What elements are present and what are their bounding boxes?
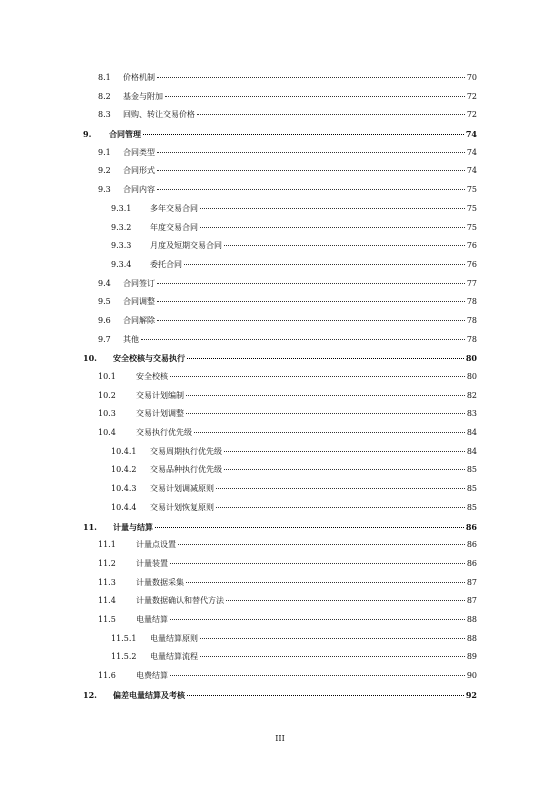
- toc-entry-level-3[interactable]: [83, 499, 477, 518]
- toc-entry-link[interactable]: [123, 106, 477, 125]
- toc-entry-level-2[interactable]: [83, 275, 477, 294]
- toc-entry-level-2[interactable]: [83, 424, 477, 443]
- toc-entry-number: 9.3.2: [111, 222, 132, 232]
- dot-leader: [155, 527, 464, 528]
- toc-entry-number: 9.2: [98, 166, 111, 176]
- toc-entry-page: 75: [466, 185, 477, 195]
- toc-entry-link[interactable]: [136, 387, 477, 406]
- toc-entry-link[interactable]: [136, 592, 477, 611]
- toc-entry-title: 合同类型: [123, 144, 156, 163]
- toc-entry-link[interactable]: [150, 200, 477, 219]
- toc-entry-level-2[interactable]: [83, 611, 477, 630]
- toc-entry-page: 85: [466, 502, 477, 512]
- dot-leader: [170, 563, 465, 564]
- toc-entry-level-1[interactable]: [83, 686, 477, 705]
- toc-entry-title: 价格机制: [123, 69, 156, 88]
- toc-entry-link[interactable]: [136, 405, 477, 424]
- toc-entry-number: 11.1: [98, 540, 116, 550]
- toc-entry-title: 交易计划恢复原则: [150, 499, 215, 518]
- toc-entry-link[interactable]: [150, 480, 477, 499]
- toc-entry-page: 90: [466, 671, 477, 680]
- toc-entry-level-2[interactable]: [83, 592, 477, 611]
- toc-entry-level-2[interactable]: [83, 555, 477, 574]
- toc-entry-title: 电量结算流程: [150, 648, 199, 667]
- toc-entry-number: 10.: [83, 353, 97, 364]
- toc-entry-number: 10.4.4: [111, 502, 137, 512]
- dot-leader: [187, 358, 464, 359]
- toc-entry-title: 多年交易合同: [150, 200, 199, 219]
- toc-entry-title: 合同形式: [123, 162, 156, 181]
- dot-leader: [170, 675, 465, 676]
- toc-entry-link[interactable]: [113, 518, 477, 537]
- toc-entry-number: 10.4.2: [111, 465, 137, 475]
- toc-entry-number: 10.4: [98, 428, 116, 438]
- toc-entry-page: 76: [466, 241, 477, 251]
- toc-entry-page: 78: [466, 315, 477, 325]
- dot-leader: [186, 582, 465, 583]
- toc-entry-title: 合同内容: [123, 181, 156, 200]
- toc-entry-level-3[interactable]: [83, 461, 477, 480]
- dot-leader: [143, 134, 464, 135]
- toc-entry-link[interactable]: [150, 237, 477, 256]
- toc-entry-number: 10.3: [98, 409, 116, 419]
- dot-leader: [197, 114, 465, 115]
- toc-entry-level-3[interactable]: [83, 219, 477, 238]
- toc-entry-page: 74: [465, 129, 477, 140]
- toc-entry-number: 9.3.3: [111, 241, 132, 251]
- table-of-contents: [83, 69, 477, 704]
- toc-entry-link[interactable]: [150, 256, 477, 275]
- toc-entry-title: 电费结算: [136, 667, 169, 686]
- toc-entry-page: 87: [466, 596, 477, 606]
- toc-entry-title: 其他: [123, 331, 140, 350]
- toc-entry-title: 合同解除: [123, 312, 156, 331]
- toc-entry-level-2[interactable]: [83, 144, 477, 163]
- toc-entry-number: 9.3.4: [111, 259, 132, 269]
- dot-leader: [186, 413, 465, 414]
- dot-leader: [224, 469, 465, 470]
- toc-entry-level-2[interactable]: [83, 106, 477, 125]
- page-number-footer: III: [275, 734, 285, 743]
- toc-entry-link[interactable]: [150, 461, 477, 480]
- toc-entry-page: 86: [466, 540, 477, 550]
- toc-entry-page: 86: [465, 521, 477, 532]
- toc-entry-link[interactable]: [150, 648, 477, 667]
- toc-entry-number: 10.2: [98, 390, 116, 400]
- dot-leader: [178, 544, 465, 545]
- toc-entry-link[interactable]: [136, 667, 477, 686]
- toc-entry-level-1[interactable]: [83, 125, 477, 144]
- toc-entry-link[interactable]: [123, 69, 477, 88]
- toc-entry-title: 基金与附加: [123, 88, 164, 107]
- toc-entry-title: 回购、转让交易价格: [123, 106, 196, 125]
- toc-entry-title: 计量数据确认和替代方法: [136, 592, 225, 611]
- toc-entry-level-2[interactable]: [83, 88, 477, 107]
- toc-entry-link[interactable]: [136, 574, 477, 593]
- toc-entry-page: 75: [466, 222, 477, 232]
- toc-entry-level-2[interactable]: [83, 181, 477, 200]
- toc-entry-link[interactable]: [123, 293, 477, 312]
- toc-entry-level-3[interactable]: [83, 443, 477, 462]
- dot-leader: [157, 189, 465, 190]
- dot-leader: [141, 339, 465, 340]
- toc-entry-title: 计量数据采集: [136, 574, 185, 593]
- toc-entry-page: 75: [466, 203, 477, 213]
- toc-entry-link[interactable]: [123, 275, 477, 294]
- toc-entry-link[interactable]: [136, 536, 477, 555]
- toc-entry-level-3[interactable]: [83, 256, 477, 275]
- toc-entry-page: 83: [466, 409, 477, 419]
- dot-leader: [186, 395, 465, 396]
- dot-leader: [170, 619, 465, 620]
- dot-leader: [157, 152, 465, 153]
- toc-entry-page: 72: [466, 91, 477, 101]
- toc-entry-title: 合同签订: [123, 275, 156, 294]
- toc-entry-number: 8.3: [98, 110, 111, 120]
- toc-entry-number: 9.3: [98, 185, 111, 195]
- toc-entry-number: 11.2: [98, 558, 116, 568]
- toc-entry-number: 9.4: [98, 278, 111, 288]
- toc-entry-number: 8.2: [98, 91, 111, 101]
- toc-entry-level-3[interactable]: [83, 648, 477, 667]
- toc-entry-link[interactable]: [109, 125, 477, 144]
- toc-entry-title: 交易执行优先级: [136, 424, 193, 443]
- toc-entry-link[interactable]: [150, 630, 477, 649]
- toc-entry-link[interactable]: [136, 368, 477, 387]
- toc-entry-title: 交易品种执行优先级: [150, 461, 223, 480]
- toc-entry-page: 88: [466, 614, 477, 624]
- toc-entry-number: 11.: [83, 521, 97, 532]
- toc-entry-level-2[interactable]: [83, 162, 477, 181]
- toc-entry-level-2[interactable]: [83, 387, 477, 406]
- toc-entry-number: 11.4: [98, 596, 116, 606]
- toc-entry-page: 72: [466, 110, 477, 120]
- dot-leader: [226, 600, 465, 601]
- toc-entry-link[interactable]: [150, 499, 477, 518]
- toc-entry-number: 10.1: [98, 372, 116, 381]
- toc-entry-level-2[interactable]: [83, 293, 477, 312]
- toc-entry-link[interactable]: [136, 611, 477, 630]
- toc-entry-level-3[interactable]: [83, 237, 477, 256]
- dot-leader: [187, 695, 464, 696]
- toc-entry-title: 交易计划调减原则: [150, 480, 215, 499]
- dot-leader: [165, 96, 465, 97]
- toc-entry-level-2[interactable]: [83, 574, 477, 593]
- dot-leader: [157, 320, 465, 321]
- toc-entry-level-1[interactable]: [83, 349, 477, 368]
- dot-leader: [200, 656, 465, 657]
- toc-entry-page: 70: [466, 73, 477, 82]
- toc-entry-level-2[interactable]: [83, 368, 477, 387]
- toc-entry-title: 计量与结算: [113, 518, 154, 537]
- toc-entry-link[interactable]: [113, 349, 477, 368]
- toc-entry-title: 月度及短期交易合同: [150, 237, 223, 256]
- dot-leader: [157, 301, 465, 302]
- toc-entry-page: 82: [466, 390, 477, 400]
- toc-entry-title: 委托合同: [150, 256, 183, 275]
- toc-entry-page: 74: [466, 147, 477, 157]
- dot-leader: [216, 488, 465, 489]
- toc-entry-link[interactable]: [123, 181, 477, 200]
- toc-entry-number: 11.3: [98, 577, 116, 587]
- toc-entry-number: 11.5: [98, 614, 116, 624]
- toc-entry-level-3[interactable]: [83, 480, 477, 499]
- toc-entry-page: 80: [465, 353, 477, 364]
- dot-leader: [224, 451, 465, 452]
- toc-entry-page: 80: [466, 372, 477, 381]
- toc-entry-page: 86: [466, 558, 477, 568]
- toc-entry-number: 11.5.2: [111, 652, 137, 662]
- toc-entry-title: 计量点设置: [136, 536, 177, 555]
- dot-leader: [157, 77, 465, 78]
- toc-entry-link[interactable]: [123, 88, 477, 107]
- toc-entry-level-2[interactable]: [83, 536, 477, 555]
- dot-leader: [184, 264, 465, 265]
- dot-leader: [157, 283, 465, 284]
- toc-entry-page: 84: [466, 428, 477, 438]
- toc-entry-number: 9.3.1: [111, 203, 132, 213]
- toc-entry-number: 10.4.1: [111, 446, 137, 456]
- toc-entry-link[interactable]: [150, 443, 477, 462]
- toc-entry-link[interactable]: [123, 162, 477, 181]
- toc-entry-title: 计量装置: [136, 555, 169, 574]
- toc-entry-title: 交易周期执行优先级: [150, 443, 223, 462]
- toc-entry-title: 年度交易合同: [150, 219, 199, 238]
- toc-entry-page: 78: [466, 334, 477, 344]
- toc-entry-page: 76: [466, 259, 477, 269]
- toc-entry-number: 9.6: [98, 315, 111, 325]
- toc-entry-page: 84: [466, 446, 477, 456]
- toc-entry-level-2[interactable]: [83, 667, 477, 686]
- toc-entry-title: 安全校核: [136, 368, 169, 387]
- toc-entry-link[interactable]: [123, 331, 477, 350]
- toc-entry-link[interactable]: [136, 424, 477, 443]
- toc-entry-level-3[interactable]: [83, 200, 477, 219]
- toc-entry-page: 92: [465, 689, 477, 700]
- toc-entry-number: 9.5: [98, 297, 111, 307]
- toc-entry-title: 安全校核与交易执行: [113, 349, 186, 368]
- toc-entry-page: 85: [466, 465, 477, 475]
- toc-entry-page: 77: [466, 278, 477, 288]
- toc-entry-level-2[interactable]: [83, 312, 477, 331]
- dot-leader: [224, 245, 465, 246]
- dot-leader: [170, 376, 465, 377]
- toc-entry-page: 74: [466, 166, 477, 176]
- toc-entry-title: 交易计划调整: [136, 405, 185, 424]
- toc-entry-level-2[interactable]: [83, 331, 477, 350]
- dot-leader: [194, 432, 465, 433]
- toc-entry-number: 10.4.3: [111, 484, 137, 494]
- toc-entry-title: 合同调整: [123, 293, 156, 312]
- toc-entry-link[interactable]: [113, 686, 477, 705]
- toc-entry-title: 合同管理: [109, 125, 142, 144]
- dot-leader: [200, 227, 465, 228]
- toc-entry-link[interactable]: [123, 144, 477, 163]
- toc-entry-number: 9.: [83, 129, 92, 140]
- toc-entry-link[interactable]: [150, 219, 477, 238]
- toc-entry-page: 88: [466, 633, 477, 643]
- toc-entry-title: 偏差电量结算及考核: [113, 686, 186, 705]
- dot-leader: [216, 507, 465, 508]
- toc-entry-number: 9.7: [98, 334, 111, 344]
- dot-leader: [157, 170, 465, 171]
- toc-entry-title: 电量结算: [136, 611, 169, 630]
- toc-entry-title: 电量结算原则: [150, 630, 199, 649]
- dot-leader: [200, 638, 465, 639]
- toc-entry-number: 9.1: [98, 147, 111, 157]
- toc-entry-level-2[interactable]: [83, 405, 477, 424]
- toc-entry-title: 交易计划编制: [136, 387, 185, 406]
- toc-entry-page: 89: [466, 652, 477, 662]
- toc-entry-number: 11.5.1: [111, 633, 137, 643]
- toc-entry-level-1[interactable]: [83, 518, 477, 537]
- toc-entry-link[interactable]: [136, 555, 477, 574]
- dot-leader: [200, 208, 465, 209]
- toc-entry-page: 78: [466, 297, 477, 307]
- toc-entry-level-3[interactable]: [83, 630, 477, 649]
- toc-entry-number: 8.1: [98, 73, 111, 82]
- toc-entry-page: 87: [466, 577, 477, 587]
- toc-entry-page: 85: [466, 484, 477, 494]
- toc-entry-number: 11.6: [98, 671, 116, 680]
- toc-entry-number: 12.: [83, 689, 97, 700]
- toc-entry-link[interactable]: [123, 312, 477, 331]
- toc-entry-level-2[interactable]: [83, 69, 477, 88]
